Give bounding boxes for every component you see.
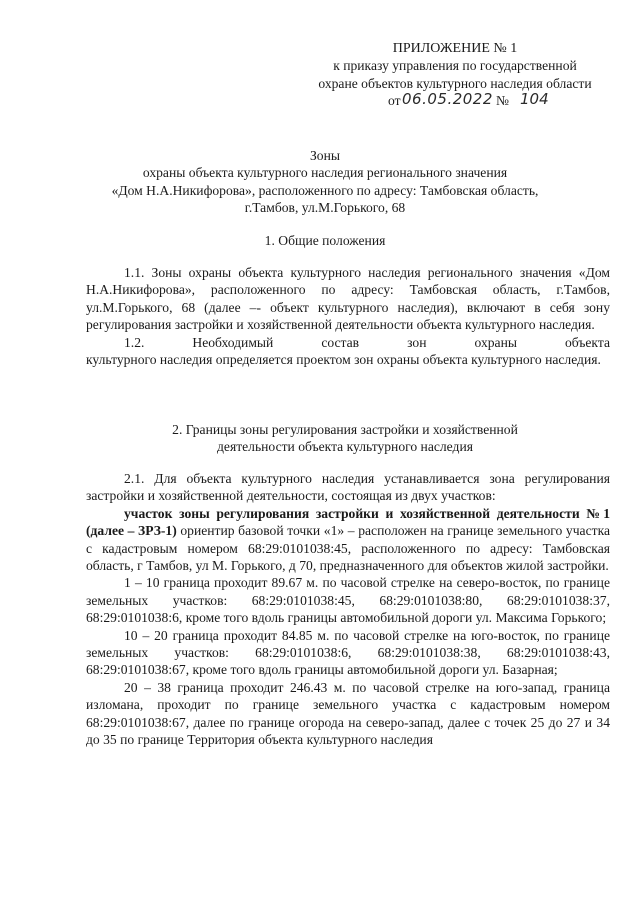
section-2-heading-line-1: 2. Границы зоны регулирования застройки и хозяйственной xyxy=(172,422,518,437)
number-sign: № xyxy=(496,93,509,109)
order-reference-line-1: к приказу управления по государственной xyxy=(333,58,577,74)
section-1-heading: 1. Общие положения xyxy=(264,233,386,248)
zrz-1-bold-label: участок зоны регулирования застройки и хозяйственной деятельности №1 (далее – ЗРЗ-1) xyxy=(86,505,610,539)
paragraph-boundary-1-10: 1 – 10 граница проходит 89.67 м. по часовой стрелке на северо-восток, по границе земельных участков: 68:29:0101038:45, 68:29:0101038:80, 68:29:0101038:37, 68:29:0101038:6, кроме того вдоль границы автомобильной дороги ул. Максима Горького; xyxy=(86,575,610,626)
paragraph-1-1: 1.1. Зоны охраны объекта культурного наследия регионального значения «Дом Н.А.Никифорова», расположенного по адресу: Тамбовская область, г.Тамбов, ул.М.Горького, 68 (далее –- объект культурного наследия), включают в себя зону регулирования застройки и хозяйственной деятельности объекта культурного наследия. xyxy=(86,265,610,333)
order-reference-line-2: охране объектов культурного наследия области xyxy=(318,75,592,91)
handwritten-order-number: 104 xyxy=(520,90,549,109)
order-date-line xyxy=(300,92,610,114)
title-line-3: «Дом Н.А.Никифорова», расположенного по адресу: Тамбовская область, xyxy=(111,182,539,198)
appendix-number: ПРИЛОЖЕНИЕ № 1 xyxy=(392,41,518,56)
paragraph-1-2-rest: культурного наследия определяется проектом зон охраны объекта культурного наследия. xyxy=(86,352,601,368)
section-2-heading-line-2: деятельности объекта культурного наследия xyxy=(217,439,473,455)
section-2-heading xyxy=(110,421,580,456)
paragraph-boundary-20-38: 20 – 38 граница проходит 246.43 м. по часовой стрелке на юго-запад, граница изломана, проходит по границе земельного участка с кадастровым номером 68:29:0101038:67, далее по границе огорода на северо-запад, далее с точек 25 до 27 и 34 до 35 по границе Территория объекта культурного наследия xyxy=(86,679,610,748)
section-1-body xyxy=(86,264,610,368)
document-title xyxy=(90,147,560,217)
handwritten-date: 06.05.2022 xyxy=(402,90,493,109)
title-line-1: Зоны xyxy=(309,148,340,163)
zrz-1-description: ориентир базовой точки «1» – расположен на границе земельного участка с кадастровым номером 68:29:0101038:45, расположенного по адресу: Тамбовская область, г Тамбов, ул М. Горького, д 70, предназначенного для объектов жилой застройки. xyxy=(86,523,610,574)
paragraph-boundary-10-20: 10 – 20 граница проходит 84.85 м. по часовой стрелке на юго-восток, по границе земельных участков: 68:29:0101038:6, 68:29:0101038:38, 68:29:0101038:43, 68:29:0101038:67, кроме того вдоль границы автомобильной дороги ул. Базарная; xyxy=(86,627,610,678)
title-line-2: охраны объекта культурного наследия регионального значения xyxy=(142,165,508,181)
paragraph-1-2-first-line: 1.2. Необходимый состав зон охраны объекта xyxy=(124,334,610,350)
section-2-body xyxy=(86,470,610,749)
paragraph-2-1: 2.1. Для объекта культурного наследия устанавливается зона регулирования застройки и хозяйственной деятельности, состоящая из двух участков: xyxy=(86,471,610,504)
date-prefix: от xyxy=(388,93,401,109)
title-line-4: г.Тамбов, ул.М.Горького, 68 xyxy=(244,200,406,216)
paragraph-zrz-1 xyxy=(86,505,610,575)
appendix-header xyxy=(300,40,610,114)
